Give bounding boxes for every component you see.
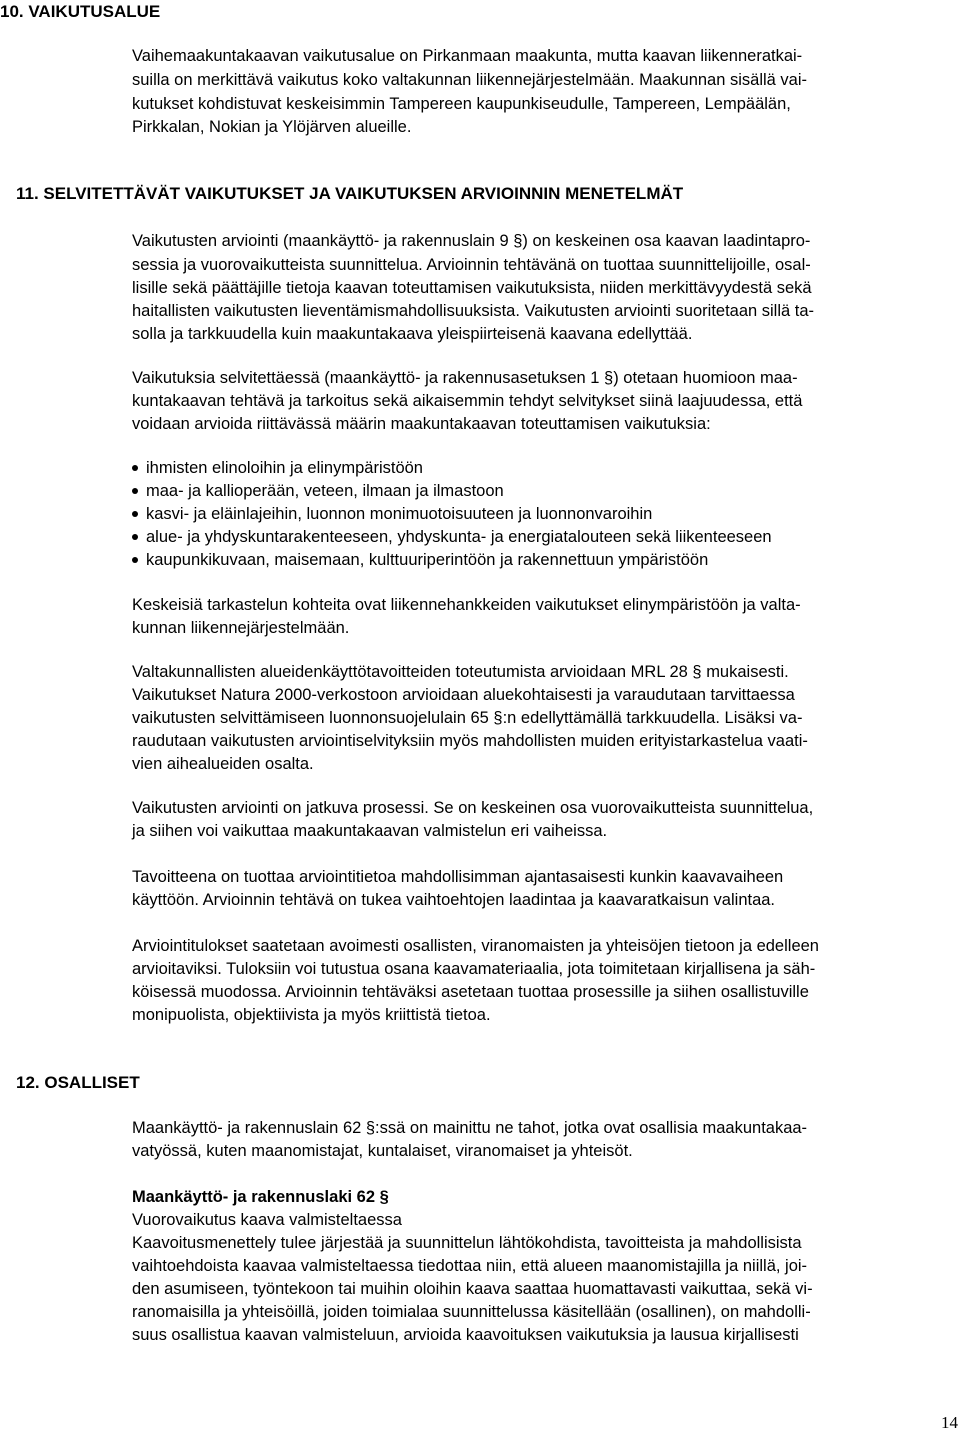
list-item-text: ihmisten elinoloihin ja elinympäristöön: [146, 459, 423, 477]
text-line: kunnan liikennejärjestelmään.: [132, 619, 350, 637]
bullet-icon: [132, 534, 138, 540]
text-line: vatyössä, kuten maanomistajat, kuntalaiset, viranomaiset ja yhteisöt.: [132, 1142, 633, 1160]
text-line: ranomaisilla ja yhteisöillä, joiden toimialaa suunnittelussa käsitellään (osallinen), on mahdolli-: [132, 1303, 811, 1321]
list-item-text: maa- ja kallioperään, veteen, ilmaan ja ilmastoon: [146, 482, 504, 500]
list-item: [132, 458, 423, 478]
text-line: Vaikutusten arviointi (maankäyttö- ja rakennuslain 9 §) on keskeinen osa kaavan laadintapro-: [132, 232, 811, 250]
text-line: vien aihealueiden osalta.: [132, 755, 314, 773]
list-item: [132, 550, 708, 570]
text-line: sessia ja vuorovaikutteista suunnittelua. Arvioinnin tehtävänä on tuottaa suunnittelijoille, osal-: [132, 256, 811, 274]
law-title: Maankäyttö- ja rakennuslaki 62 §: [132, 1188, 389, 1206]
text-line: arvioitaviksi. Tuloksiin voi tutustua osana kaavamateriaalia, jota toimitetaan kirjallisena ja säh-: [132, 960, 816, 978]
text-line: kuntakaavan tehtävä ja tarkoitus sekä aikaisemmin tehdyt selvitykset siinä laajuudessa, että: [132, 392, 803, 410]
text-line: kutukset kohdistuvat keskeisimmin Tampereen kaupunkiseudulle, Tampereen, Lempäälän,: [132, 95, 791, 113]
bullet-icon: [132, 557, 138, 563]
list-item: [132, 504, 652, 524]
text-line: Keskeisiä tarkastelun kohteita ovat liikennehankkeiden vaikutukset elinympäristöön ja valta-: [132, 596, 801, 614]
text-line: käyttöön. Arvioinnin tehtävä on tukea vaihtoehtojen laadintaa ja kaavaratkaisun valintaa.: [132, 891, 776, 909]
text-line: vaihtoehdoista kaavaa valmisteltaessa tiedottaa niin, että alueen maanomistajilla ja niillä, joi-: [132, 1257, 808, 1275]
text-line: raudutaan vaikutusten arviointiselvityksiin myös mahdollisten muiden erityistarkastelua vaati-: [132, 732, 808, 750]
text-line: suus osallistua kaavan valmisteluun, arvioida kaavoituksen vaikutuksia ja lausua kirjallisesti: [132, 1326, 799, 1344]
section-11-heading: 11. SELVITETTÄVÄT VAIKUTUKSET JA VAIKUTUKSEN ARVIOINNIN MENETELMÄT: [16, 184, 684, 203]
text-line: solla ja tarkkuudella kuin maakuntakaava yleispiirteisenä kaavana edellyttää.: [132, 325, 693, 343]
text-line: den asumiseen, työntekoon tai muihin oloihin kaava saattaa huomattavasti vaikuttaa, sekä vi-: [132, 1280, 813, 1298]
list-item-text: kaupunkikuvaan, maisemaan, kulttuuriperintöön ja rakennettuun ympäristöön: [146, 551, 709, 569]
text-line: voidaan arvioida riittävässä määrin maakuntakaavan toteuttamisen vaikutuksia:: [132, 415, 711, 433]
section-10-heading: 10. VAIKUTUSALUE: [0, 2, 161, 21]
text-line: lisille sekä päättäjille tietoja kaavan toteuttamisen vaikutuksista, niiden merkittävyydestä sekä: [132, 279, 812, 297]
text-line: vaikutusten selvittämiseen luonnonsuojelulain 65 §:n edellyttämällä tarkkuudella. Lisäksi va-: [132, 709, 803, 727]
list-item-text: alue- ja yhdyskuntarakenteeseen, yhdyskunta- ja energiatalouteen sekä liikenteeseen: [146, 528, 772, 546]
bullet-icon: [132, 511, 138, 517]
page-number: 14: [941, 1413, 958, 1432]
law-subtitle: Vuorovaikutus kaava valmisteltaessa: [132, 1211, 402, 1229]
list-item: [132, 481, 504, 501]
text-line: Vaihemaakuntakaavan vaikutusalue on Pirkanmaan maakunta, mutta kaavan liikenneratkai-: [132, 47, 803, 65]
text-line: Valtakunnallisten alueidenkäyttötavoitteiden toteutumista arvioidaan MRL 28 § mukaisesti.: [132, 663, 789, 681]
text-line: suilla on merkittävä vaikutus koko valtakunnan liikennejärjestelmään. Maakunnan sisällä vai-: [132, 71, 808, 89]
text-line: haitallisten vaikutusten lieventämismahdollisuuksista. Vaikutusten arviointi suoritetaan sillä ta-: [132, 302, 815, 320]
text-line: köisessä muodossa. Arvioinnin tehtäväksi asetetaan tuottaa prosessille ja siihen osallistuville: [132, 983, 809, 1001]
text-line: Arviointitulokset saatetaan avoimesti osallisten, viranomaisten ja yhteisöjen tietoon ja edelleen: [132, 937, 819, 955]
section-12-heading: 12. OSALLISET: [16, 1073, 140, 1092]
text-line: Pirkkalan, Nokian ja Ylöjärven alueille.: [132, 118, 412, 136]
text-line: Maankäyttö- ja rakennuslain 62 §:ssä on mainittu ne tahot, jotka ovat osallisia maakuntakaa-: [132, 1119, 808, 1137]
list-item: [132, 527, 772, 547]
text-line: Kaavoitusmenettely tulee järjestää ja suunnittelun lähtökohdista, tavoitteista ja mahdollisista: [132, 1234, 802, 1252]
text-line: Tavoitteena on tuottaa arviointitietoa mahdollisimman ajantasaisesti kunkin kaavavaiheen: [132, 868, 784, 886]
text-line: monipuolista, objektiivista ja myös kriittistä tietoa.: [132, 1006, 491, 1024]
text-line: Vaikutukset Natura 2000-verkostoon arvioidaan aluekohtaisesti ja varaudutaan tarvittaessa: [132, 686, 795, 704]
text-line: ja siihen voi vaikuttaa maakuntakaavan valmistelun eri vaiheissa.: [132, 822, 608, 840]
bullet-icon: [132, 465, 138, 471]
bullet-icon: [132, 488, 138, 494]
text-line: Vaikutuksia selvitettäessä (maankäyttö- ja rakennusasetuksen 1 §) otetaan huomioon maa-: [132, 369, 798, 387]
text-line: Vaikutusten arviointi on jatkuva prosessi. Se on keskeinen osa vuorovaikutteista suunnittelua,: [132, 799, 814, 817]
list-item-text: kasvi- ja eläinlajeihin, luonnon monimuotoisuuteen ja luonnonvaroihin: [146, 505, 653, 523]
